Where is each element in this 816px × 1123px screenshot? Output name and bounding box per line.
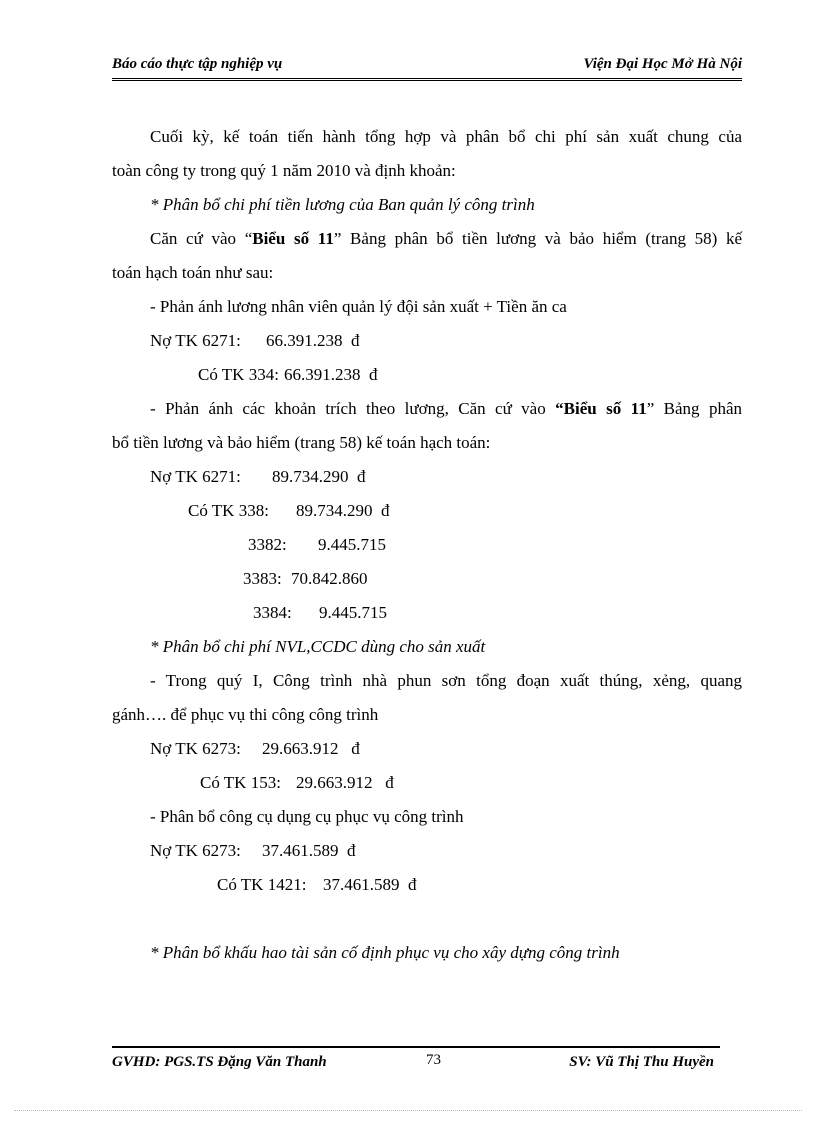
salary-ref-bold: Biểu số 11 [252,229,334,248]
footer-supervisor: GVHD: PGS.TS Đặng Văn Thanh [112,1054,327,1070]
salary-text-b: ” Bảng phân bổ tiền lương và bảo hiểm (trang 58) kế [333,229,742,248]
entry2-credit-account: Có TK 338: [188,501,269,520]
bullet-materials-line1: - Trong quý I, Công trình nhà phun sơn tổng đoạn xuất thúng, xẻng, quang [150,671,742,690]
bullet-deductions-line1 [112,392,742,426]
entry3-credit-account: Có TK 153: [200,773,281,792]
section-title-salary: * Phân bổ chi phí tiền lương của Ban quản lý công trình [150,195,535,214]
entry3-debit [112,732,742,766]
intro-paragraph-line2: toàn công ty trong quý 1 năm 2010 và định khoản: [112,161,456,180]
entry3-credit-amount: 29.663.912 [296,773,373,792]
entry2-debit [112,460,742,494]
entry2-debit-amount: 89.734.290 [272,467,349,486]
entry1-credit-amount: 66.391.238 [284,365,361,384]
bullet-tools: - Phân bổ công cụ dụng cụ phục vụ công trình [150,807,464,826]
salary-paragraph-line1 [112,222,742,256]
deductions-ref-bold: “Biểu số 11 [555,399,647,418]
sub-account-3384: 3384: [253,603,292,622]
section-title-depreciation: * Phân bổ khấu hao tài sản cố định phục vụ cho xây dựng công trình [150,943,620,962]
currency-label: đ [347,841,356,860]
salary-text-a: Căn cứ vào “ [150,229,253,248]
sub-account-3382: 3382: [248,535,287,554]
entry1-debit [112,324,742,358]
currency-label: đ [385,773,394,792]
entry4-debit-amount: 37.461.589 [262,841,339,860]
page-header [112,50,742,81]
entry3-credit [112,766,742,800]
entry2-debit-account: Nợ TK 6271: [150,467,241,486]
intro-paragraph-line1: Cuối kỳ, kế toán tiến hành tổng hợp và phân bổ chi phí sản xuất chung của [150,127,742,146]
entry1-credit [112,358,742,392]
entry3-debit-amount: 29.663.912 [262,739,339,758]
currency-label: đ [357,467,366,486]
currency-label: đ [351,331,360,350]
page-footer [112,1046,720,1078]
deductions-text-a: - Phản ánh các khoản trích theo lương, Căn cứ vào [150,399,556,418]
entry2-credit-amount: 89.734.290 [296,501,373,520]
entry4-credit-account: Có TK 1421: [217,875,307,894]
currency-label: đ [369,365,378,384]
sub-amount-3384: 9.445.715 [319,603,387,622]
header-report-title: Báo cáo thực tập nghiệp vụ [112,56,283,72]
footer-student: SV: Vũ Thị Thu Huyền [569,1054,714,1070]
entry4-credit [112,868,742,902]
sub-account-3383: 3383: [243,569,282,588]
entry1-debit-account: Nợ TK 6271: [150,331,241,350]
sub-amount-3382: 9.445.715 [318,535,386,554]
entry2-sub-3384 [112,596,742,630]
entry4-credit-amount: 37.461.589 [323,875,400,894]
bullet-staff-salary: - Phản ánh lương nhân viên quản lý đội sản xuất + Tiền ăn ca [150,297,567,316]
section-title-materials: * Phân bổ chi phí NVL,CCDC dùng cho sản xuất [150,637,486,656]
salary-paragraph-line2: toán hạch toán như sau: [112,263,274,282]
currency-label: đ [351,739,360,758]
entry4-debit-account: Nợ TK 6273: [150,841,241,860]
entry3-debit-account: Nợ TK 6273: [150,739,241,758]
page-number: 73 [426,1052,441,1068]
entry2-credit [112,494,742,528]
bullet-deductions-line2: bổ tiền lương và bảo hiểm (trang 58) kế toán hạch toán: [112,433,491,452]
entry2-sub-3383 [112,562,742,596]
entry2-sub-3382 [112,528,742,562]
header-institution: Viện Đại Học Mở Hà Nội [583,56,742,72]
entry4-debit [112,834,742,868]
page-border-dotted [14,1110,802,1111]
sub-amount-3383: 70.842.860 [291,569,368,588]
currency-label: đ [381,501,390,520]
entry1-credit-account: Có TK 334: [198,365,279,384]
deductions-text-b: ” Bảng phân [646,399,742,418]
document-body [112,120,742,970]
entry1-debit-amount: 66.391.238 [266,331,343,350]
currency-label: đ [408,875,417,894]
bullet-materials-line2: gánh…. để phục vụ thi công công trình [112,705,379,724]
